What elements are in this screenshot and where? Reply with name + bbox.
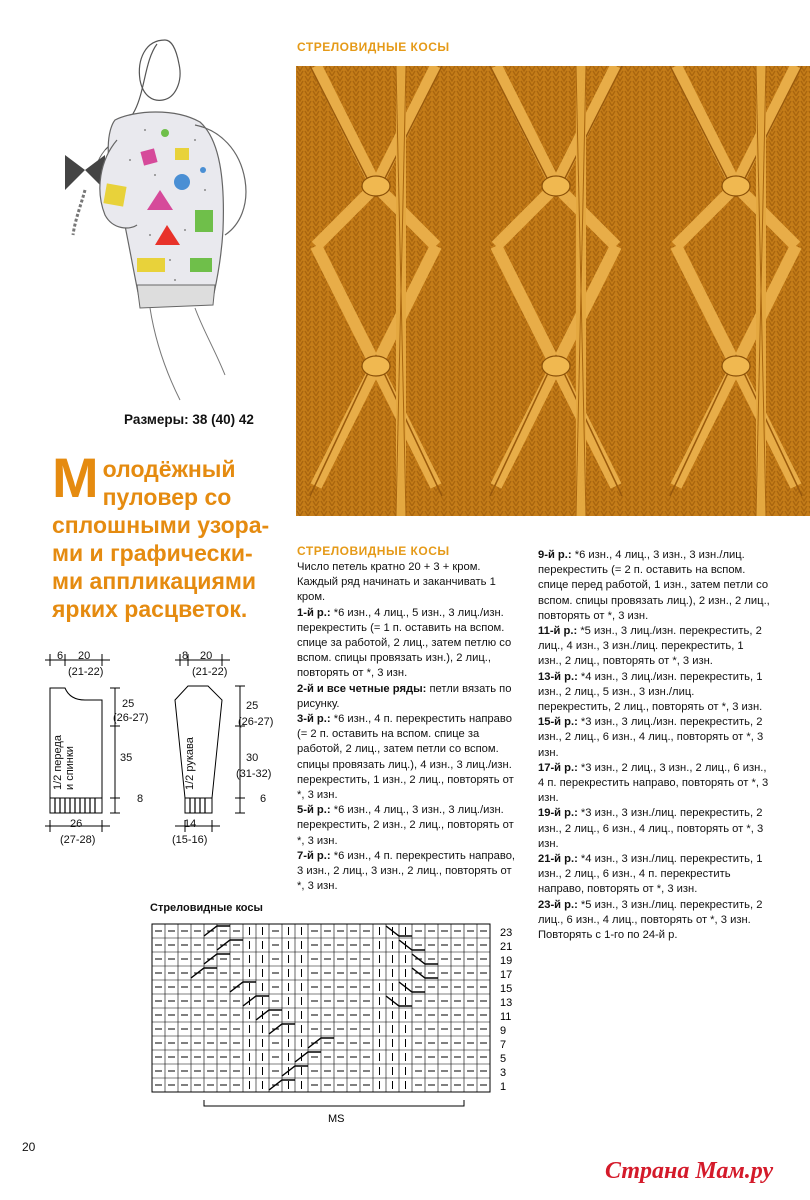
chart-row-number: 17 (500, 969, 513, 981)
pattern-instructions-col2 (538, 548, 770, 943)
sleeve-dim-bottom-2: (15-16) (172, 834, 208, 846)
sleeve-dim-right-3: 30 (246, 752, 259, 764)
chart-row-number: 5 (500, 1053, 507, 1065)
knitting-chart (150, 922, 520, 1142)
row-number-label: 11-й р.: (538, 625, 578, 638)
front-dim-right-1: 25 (122, 698, 135, 710)
pattern-instructions-col1 (297, 560, 522, 894)
sleeve-dim-top-alt: (21-22) (192, 666, 228, 678)
sweater-sketch-illustration (45, 30, 265, 410)
sleeve-dim-right-2: (26-27) (238, 716, 274, 728)
instruction-paragraph (297, 606, 522, 682)
instruction-paragraph (538, 898, 770, 928)
instruction-paragraph (538, 548, 770, 624)
sleeve-dim-right-4: (31-32) (236, 768, 272, 780)
instruction-text: *6 изн., 4 лиц., 3 изн., 3 изн./лиц. перекрестить (= 2 п. оставить на вспом. спице перед работой, 1 изн., затем петли со вспом. спицы провязать лиц.), 2 изн., 2 лиц., повторять от *, 3 изн. (538, 549, 770, 622)
row-number-label: 3-й р.: (297, 713, 331, 726)
headline-line: ярких расцветок. (52, 596, 248, 622)
headline-line: ми и графически- (52, 540, 253, 566)
headline-line: ми аппликациями (52, 568, 257, 594)
instruction-paragraph (538, 670, 770, 716)
sleeve-dim-top-1: 8 (182, 650, 189, 662)
instruction-paragraph (297, 560, 522, 606)
sleeve-dim-top-2: 20 (200, 650, 213, 662)
front-label-line: 1/2 переда (52, 735, 64, 790)
chart-row-number: 19 (500, 955, 513, 967)
front-dim-top-alt: (21-22) (68, 666, 104, 678)
front-label (52, 735, 76, 790)
chart-row-number: 21 (500, 941, 513, 953)
row-number-label: 19-й р.: (538, 807, 578, 820)
instruction-paragraph (297, 803, 522, 849)
headline-dropcap: М (52, 446, 99, 509)
instruction-text: Повторять с 1-го по 24-й р. (538, 929, 678, 942)
repeat-bracket (204, 1100, 464, 1106)
instruction-paragraph (297, 682, 522, 712)
instruction-text: *5 изн., 3 лиц./изн. перекрестить, 2 лиц., 4 изн., 3 изн./лиц. перекрестить, 1 изн., 2 лиц., повторять от *, 3 изн. (538, 625, 762, 668)
row-number-label: 13-й р.: (538, 670, 578, 683)
chart-row-number: 9 (500, 1025, 507, 1037)
instruction-paragraph (538, 806, 770, 852)
sleeve-schematic (160, 648, 280, 858)
sizes-label: Размеры: 38 (40) 42 (124, 412, 254, 427)
sleeve-dim-right-5: 6 (260, 793, 267, 805)
sleeve-dim-right-1: 25 (246, 700, 259, 712)
row-number-label: 1-й р.: (297, 606, 331, 619)
instruction-text: петли вязать по рисунку. (297, 682, 512, 710)
section-title: СТРЕЛОВИДНЫЕ КОСЫ (297, 40, 450, 54)
instruction-text: *5 изн., 3 изн./лиц. перекрестить, 2 лиц., 6 изн., 4 лиц., повторять от *, 3 изн. (538, 898, 763, 926)
chart-row-number: 1 (500, 1081, 507, 1093)
instruction-paragraph (538, 928, 770, 943)
knitted-fabric-photo (296, 66, 810, 516)
front-dim-bottom-2: (27-28) (60, 834, 96, 846)
instruction-paragraph (538, 852, 770, 898)
headline-line: пуловер со (102, 484, 232, 510)
headline-line: олодёжный (102, 456, 236, 482)
row-number-label: 5-й р.: (297, 804, 331, 817)
front-dim-top-1: 6 (57, 650, 64, 662)
instruction-text: *4 изн., 3 лиц./изн. перекрестить, 1 изн., 2 лиц., 5 изн., 3 изн./лиц. перекрестить, 2 лиц., повторять от *, 3 изн. (538, 670, 763, 714)
instruction-paragraph (538, 715, 770, 761)
instruction-paragraph (538, 624, 770, 670)
row-number-label: 9-й р.: (538, 549, 572, 561)
chart-row-number: 3 (500, 1067, 507, 1079)
row-number-label: 17-й р.: (538, 761, 578, 774)
chart-row-number: 15 (500, 983, 513, 995)
row-number-label: 23-й р.: (538, 898, 578, 911)
instruction-text: *3 изн., 3 изн./лиц. перекрестить, 2 изн., 2 лиц., 6 изн., 4 лиц., повторять от *, 3 изн. (538, 807, 764, 850)
instruction-text: *6 изн., 4 лиц., 5 изн., 3 лиц./изн. перекрестить (= 1 п. оставить на вспом. спице за работой, 2 лиц., затем петлю со вспом. спицы провязать изн.), 2 лиц., повторять от *, 3 изн. (297, 606, 512, 680)
repeat-label: MS (328, 1113, 345, 1125)
page-number: 20 (22, 1140, 36, 1154)
row-number-label: 21-й р.: (538, 853, 578, 866)
chart-row-number: 7 (500, 1039, 507, 1051)
headline-line: сплошными узора- (52, 512, 270, 538)
instruction-text: *6 изн., 4 п. перекрестить направо (= 2 п. оставить на вспом. спице за работой, 2 лиц., затем петли со вспом. спицы провязать лиц.), 4 изн., 3 лиц./изн. перекрестить, 1 изн., 2 лиц., повторять от *, 3 изн. (297, 713, 514, 802)
instruction-text: *6 изн., 4 п. перекрестить направо, 3 изн., 2 лиц., 3 изн., 2 лиц., повторять от *, 3 изн. (297, 849, 516, 893)
chart-row-number: 11 (500, 1011, 512, 1023)
pattern-title: СТРЕЛОВИДНЫЕ КОСЫ (297, 544, 450, 558)
instruction-paragraph (297, 849, 522, 895)
instruction-text: *4 изн., 3 изн./лиц. перекрестить, 1 изн., 2 лиц., 6 изн., 4 п. перекрестить направо, повторять от *, 3 изн. (538, 853, 763, 896)
front-dim-right-2: (26-27) (113, 712, 149, 724)
headline (52, 446, 302, 623)
row-number-label: 15-й р.: (538, 716, 578, 729)
instruction-paragraph (297, 712, 522, 803)
instruction-paragraph (538, 761, 770, 807)
instruction-text: *3 изн., 2 лиц., 3 изн., 2 лиц., 6 изн., 4 п. перекрестить направо, повторять от *, 3 изн. (538, 761, 769, 805)
row-number-label: 7-й р.: (297, 849, 331, 862)
instruction-text: Число петель кратно 20 + 3 + кром. Каждый ряд начинать и заканчивать 1 кром. (297, 561, 496, 604)
instruction-text: *6 изн., 4 лиц., 3 изн., 3 лиц./изн. перекрестить, 2 изн., 2 лиц., повторять от *, 3 изн. (297, 804, 514, 847)
front-dim-right-4: 8 (137, 793, 144, 805)
watermark-logo: Страна Мам.ру (605, 1158, 774, 1184)
sleeve-dim-bottom-1: 14 (184, 818, 197, 830)
front-dim-bottom-1: 26 (70, 818, 83, 830)
row-number-label: 2-й и все четные ряды: (297, 682, 427, 695)
sleeve-label: 1/2 рукава (184, 737, 196, 790)
instruction-text: *3 изн., 3 лиц./изн. перекрестить, 2 изн., 2 лиц., 6 изн., 4 лиц., повторять от *, 3 изн. (538, 716, 764, 759)
front-label-line: и спинки (64, 746, 76, 790)
chart-row-number: 13 (500, 997, 513, 1009)
chart-title: Стреловидные косы (150, 902, 263, 914)
front-dim-top-2: 20 (78, 650, 91, 662)
front-dim-right-3: 35 (120, 752, 133, 764)
chart-row-number: 23 (500, 927, 513, 939)
